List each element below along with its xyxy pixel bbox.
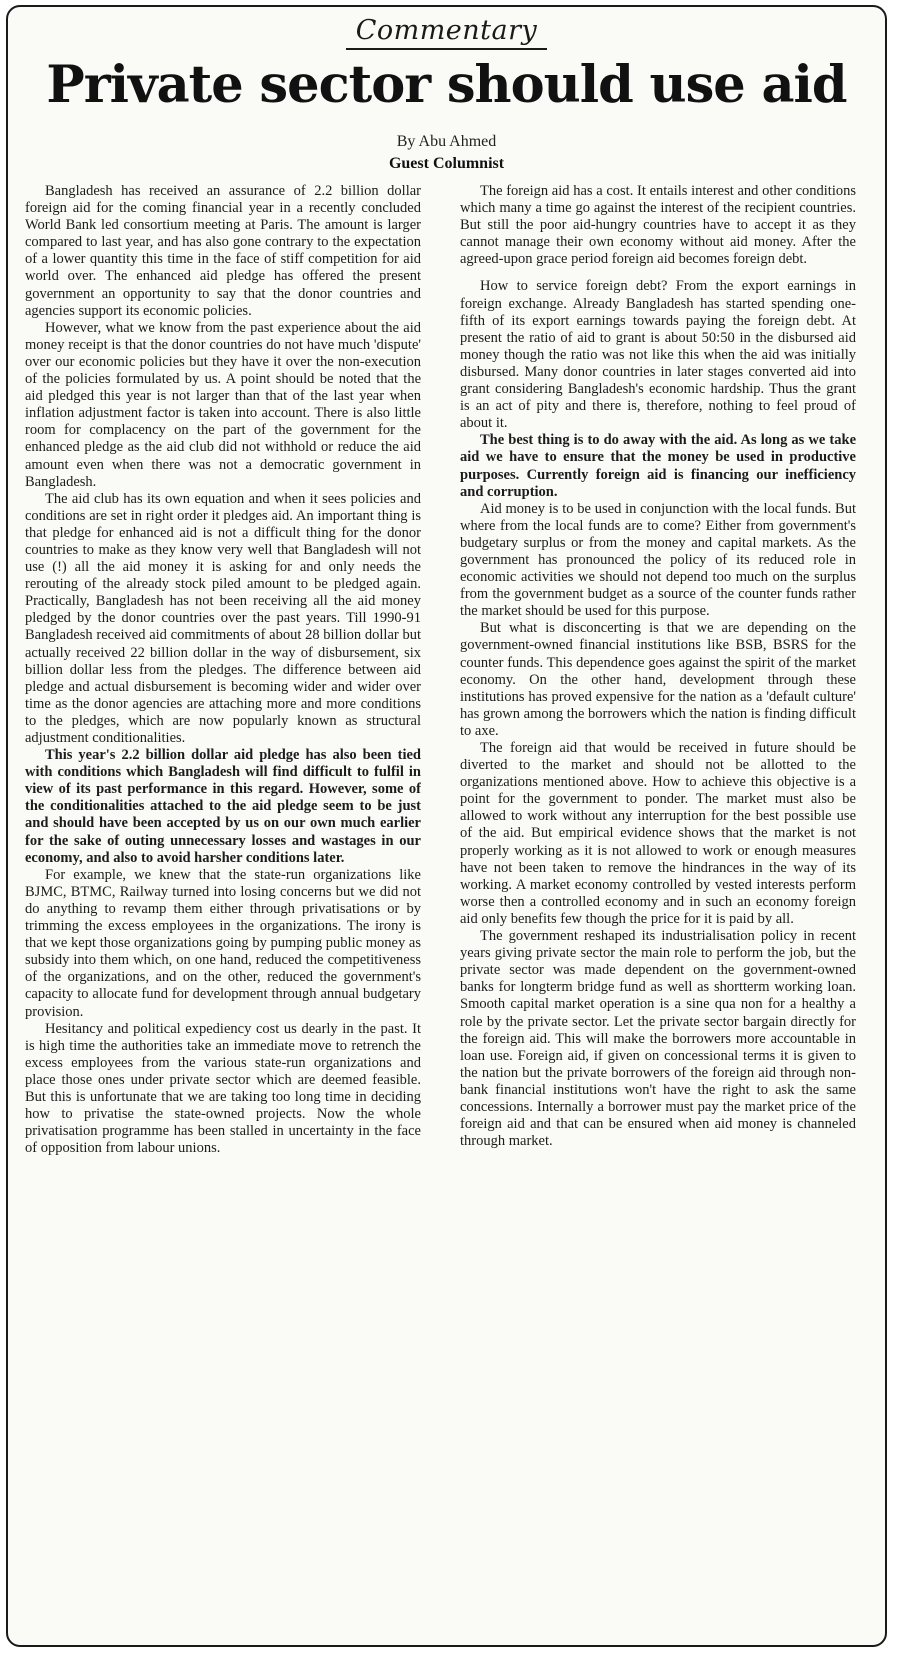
left-column [25,183,421,1635]
paragraph: This year's 2.2 billion dollar aid pledge has also been tied with conditions which Bangladesh will find difficult to fulfil in view of its past performance in this regard. However, some of the conditionalities attached to the aid pledge seem to be just and should have been accepted by us on our own much earlier for the sake of outing unnecessary losses and wastages in our economy, and also to avoid harsher conditions later. [25,747,421,866]
paragraph: Hesitancy and political expediency cost us dearly in the past. It is high time the authorities take an immediate move to retrench the excess employees from the various state-run organizations and place those ones under private sector which are deemed feasible. But this is unfortunate that we are taking too long time in deciding how to privatise the state-owned projects. Now the whole privatisation programme has been stalled in uncertainty in the face of opposition from labour unions. [25,1020,421,1157]
paragraph: Aid money is to be used in conjunction with the local funds. But where from the local funds are to come? Either from government's budgetary surplus or from the money and capital markets. As the government has pronounced the policy of its reduced role in economic activities we should not depend too much on the surplus from the government budget as a source of the counter funds rather the market should be used for this purpose. [460,500,856,620]
author-role: Guest Columnist [388,155,505,172]
byline: By Abu Ahmed [396,133,497,150]
paragraph: The government reshaped its industrialisation policy in recent years giving private sector the main role to perform the job, but the private sector was made dependent on the government-owned banks for longterm bridge fund as well as shortterm working loan. Smooth capital market operation is a sine qua non for a healthy a role by the private sector. Let the private sector bargain directly for the foreign aid. This will make the borrowers more accountable in loan use. Foreign aid, if given on concessional terms it is given to the nation but the private borrowers of the foreign aid through non-bank financial institutions won't have the right to ask the same concessions. Internally a borrower must pay the market price of the foreign aid and that can be ensured when aid money is channeled through market. [460,928,856,1150]
section-kicker: Commentary [346,15,548,50]
paragraph: The foreign aid that would be received in future should be diverted to the market and should not be allotted to the organizations mentioned above. How to achieve this objective is a point for the government to ponder. The market must also be allowed to work without any interruption for the best possible use of the aid. But empirical evidence shows that the market is not properly working as it is not allowed to work or enough measures have not been taken to remove the hindrances in the way of its working. A market economy controlled by vested interests perform worse then a controlled economy and in such an economy foreign aid only benefits few though the price for it is paid by all. [460,740,856,927]
paragraph: The foreign aid has a cost. It entails interest and other conditions which many a time go against the interest of the recipient countries. But still the poor aid-hungry countries have to accept it as they cannot manage their own economy without aid money. After the agreed-upon grace period foreign aid becomes foreign debt. [460,183,856,268]
paragraph: But what is disconcerting is that we are depending on the government-owned financial institutions like BSB, BSRS for the counter funds. This dependence goes against the spirit of the market economy. On the other hand, development through these institutions has proved expensive for the nation as a 'default culture' has grown among the borrowers which the nation is finding difficult to axe. [460,620,856,739]
paragraph: For example, we knew that the state-run organizations like BJMC, BTMC, Railway turned into losing concerns but we did not do anything to revamp them either through privatisations or by trimming the excess employees in the organizations. The irony is that we kept those organizations going by pumping public money as subsidy into them which, on one hand, reduced the competitiveness of the organizations, and on the other, reduced the government's capacity to allocate fund for development through annual budgetary provision. [25,866,421,1020]
right-column [460,183,856,1635]
paragraph: The aid club has its own equation and when it sees policies and conditions are set in right order it pledges aid. An important thing is that pledge for enhanced aid is not a difficult thing for the donor countries to make as they know very well that Bangladesh will not use (!) all the aid money it is asking for and only needs the rerouting of the already stock piled amount to be pledged again. Practically, Bangladesh has not been receiving all the aid money pledged by the donor countries over the past years. Till 1990-91 Bangladesh received aid commitments of about 28 billion dollar but actually received 22 billion dollar in the way of disbursement, six billion dollar less from the pledges. The difference between aid pledge and actual disbursement is becoming wider and wider over time as the donor agencies are attaching more and more conditions to the pledges, which are now popularly known as structural adjustment conditionalities. [25,490,421,746]
headline: Private sector should use aid [46,55,847,115]
paragraph: Bangladesh has received an assurance of 2.2 billion dollar foreign aid for the coming financial year in a recently concluded World Bank led consortium meeting at Paris. The amount is larger compared to last year, and has also gone contrary to the expectation of a lower quantity this time in the face of stiff competition for aid world over. The enhanced aid pledge has offered the present government an opportunity to say that the donor countries and agencies support its economic policies. [25,183,421,319]
kicker-wrap [8,15,885,50]
article-frame [6,5,887,1647]
paragraph: However, what we know from the past experience about the aid money receipt is that the donor countries do not have much 'dispute' over our economic policies but they have it over the non-execution of the policies formulated by us. A point should be noted that the aid pledged this year is not larger than that of the last year when inflation adjustment factor is taken into account. There is also little room for complacency on the part of the government for the enhanced pledge as the aid club did not withhold or reduce the aid amount even when there was not a democratic government in Bangladesh. [25,319,421,490]
paragraph: How to service foreign debt? From the export earnings in foreign exchange. Already Bangladesh has started spending one-fifth of its export earnings towards paying the foreign debt. At present the ratio of aid to grant is about 50:50 in the disbursed aid money though the ratio was not like this when the aid was initially disbursed. Many donor countries in later stages converted aid into grant considering Bangladesh's economic hardship. Thus the grant is an act of pity and there is, therefore, nothing to feel proud of about it. [460,278,856,432]
paragraph: The best thing is to do away with the aid. As long as we take aid we have to ensure that the money be used in productive purposes. Currently foreign aid is financing our inefficiency and corruption. [460,432,856,500]
